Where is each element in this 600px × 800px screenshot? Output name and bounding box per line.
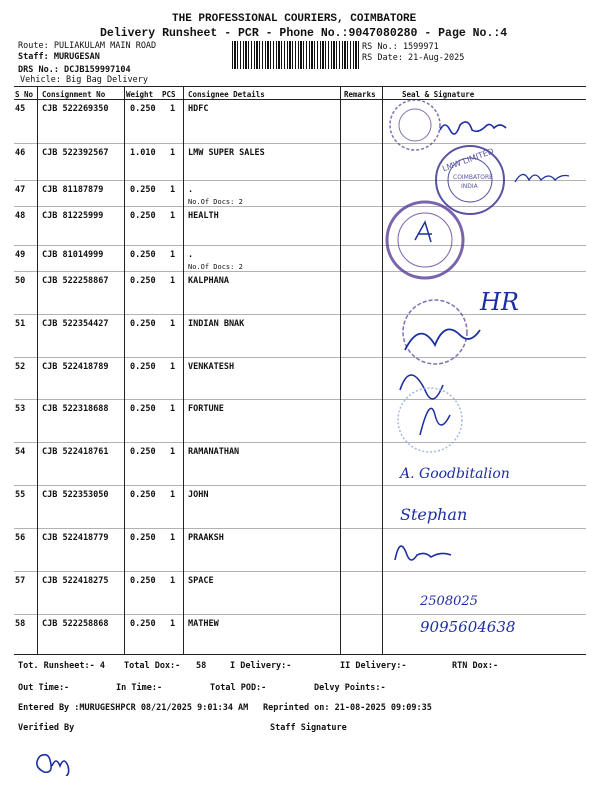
row-sno: 56 — [15, 533, 26, 543]
rs-number: RS No.: 1599971 — [362, 42, 439, 52]
row-weight: 0.250 — [130, 533, 156, 543]
handwritten-space: 2508025 — [420, 594, 478, 609]
row-pcs: 1 — [170, 362, 176, 372]
reprinted-on: Reprinted on: 21-08-2025 09:09:35 — [263, 703, 432, 713]
row-weight: 0.250 — [130, 319, 156, 329]
row-sno: 51 — [15, 319, 26, 329]
handwritten-hr: HR — [480, 288, 519, 316]
row-sno: 54 — [15, 447, 26, 457]
row-weight: 0.250 — [130, 447, 156, 457]
row-pcs: 1 — [170, 619, 176, 629]
row-consignment: CJB 522353050 — [42, 490, 109, 500]
total-pod: Total POD:- — [210, 683, 267, 693]
row-sno: 48 — [15, 211, 26, 221]
row-consignee: KALPHANA — [188, 276, 229, 286]
in-time: In Time:- — [116, 683, 163, 693]
row-consignment: CJB 522318688 — [42, 404, 109, 414]
row-consignment: CJB 81225999 — [42, 211, 104, 221]
row-consignment: CJB 522418789 — [42, 362, 109, 372]
health-signature — [415, 222, 432, 242]
row-pcs: 1 — [170, 576, 176, 586]
row-pcs: 1 — [170, 276, 176, 286]
hdfc-stamp — [390, 100, 440, 150]
row-weight: 0.250 — [130, 619, 156, 629]
signatures-area — [380, 100, 590, 640]
row-pcs: 1 — [170, 404, 176, 414]
row-pcs: 1 — [170, 185, 176, 195]
table-vrule — [124, 86, 125, 654]
row-consignment: CJB 522258868 — [42, 619, 109, 629]
praaksh-signature — [395, 546, 451, 560]
total-runsheet: Tot. Runsheet:- 4 — [18, 661, 105, 671]
col-header-consignment: Consignment No — [42, 90, 106, 99]
row-consignee: LMW SUPER SALES — [188, 148, 265, 158]
row-weight: 0.250 — [130, 211, 156, 221]
row-weight: 0.250 — [130, 490, 156, 500]
venkatesh-signature — [400, 375, 443, 399]
row-consignment: CJB 522269350 — [42, 104, 109, 114]
row-consignee: RAMANATHAN — [188, 447, 240, 457]
row-sno: 55 — [15, 490, 26, 500]
row-sno: 52 — [15, 362, 26, 372]
row-consignment: CJB 522418275 — [42, 576, 109, 586]
lmw-stamp-top: LMW LIMITED — [441, 146, 495, 174]
col-header-weight: Weight — [126, 90, 154, 99]
rs-date: RS Date: 21-Aug-2025 — [362, 53, 465, 63]
company-title: THE PROFESSIONAL COURIERS, COIMBATORE — [172, 13, 417, 25]
row-consignment: CJB 81187879 — [42, 185, 104, 195]
health-stamp — [387, 202, 463, 278]
row-weight: 0.250 — [130, 404, 156, 414]
table-vrule — [37, 86, 38, 654]
row-pcs: 1 — [170, 319, 176, 329]
row-consignee: JOHN — [188, 490, 209, 500]
row-weight: 0.250 — [130, 250, 156, 260]
row-sno: 58 — [15, 619, 26, 629]
col-header-pcs: PCS — [162, 90, 176, 99]
handwritten-john: Stephan — [400, 505, 468, 524]
handwritten-ramanathan: A. Goodbitalion — [400, 466, 510, 482]
total-dox-value: 58 — [196, 661, 207, 671]
lmw-signature — [515, 174, 569, 182]
route-text: Route: PULIAKULAM MAIN ROAD — [18, 41, 157, 51]
table-vrule — [340, 86, 341, 654]
table-vrule — [183, 86, 184, 654]
row-consignee: SPACE — [188, 576, 214, 586]
lmw-stamp-bot: INDIA — [461, 183, 478, 190]
lmw-stamp-mid: COIMBATORE — [453, 174, 493, 181]
row-consignment: CJB 522392567 — [42, 148, 109, 158]
delvy-points: Delvy Points:- — [314, 683, 386, 693]
entered-by: Entered By :MURUGESHPCR 08/21/2025 9:01:34 AM — [18, 703, 249, 713]
row-consignment: CJB 81014999 — [42, 250, 104, 260]
col-header-seal: Seal & Signature — [402, 90, 475, 99]
handwritten-mathew: 9095604638 — [420, 618, 516, 636]
rtn-dox: RTN Dox:- — [452, 661, 499, 671]
barcode — [232, 41, 360, 69]
row-weight: 1.010 — [130, 148, 156, 158]
out-time: Out Time:- — [18, 683, 70, 693]
row-weight: 0.250 — [130, 104, 156, 114]
ii-delivery: II Delivery:- — [340, 661, 407, 671]
row-consignee: INDIAN BNAK — [188, 319, 245, 329]
row-consignee: HEALTH — [188, 211, 219, 221]
row-pcs: 1 — [170, 490, 176, 500]
row-pcs: 1 — [170, 447, 176, 457]
drs-number: DRS No.: DCJB159997104 — [18, 65, 131, 75]
row-consignee: VENKATESH — [188, 362, 235, 372]
row-consignee: MATHEW — [188, 619, 219, 629]
row-note: No.Of Docs: 2 — [188, 198, 243, 206]
indian-bank-signature — [405, 329, 480, 350]
row-sno: 57 — [15, 576, 26, 586]
table-top-rule — [14, 86, 586, 87]
row-consignee: . — [188, 250, 194, 260]
row-sno: 45 — [15, 104, 26, 114]
row-sno: 47 — [15, 185, 26, 195]
runsheet-subtitle: Delivery Runsheet - PCR - Phone No.:9047080280 - Page No.:4 — [100, 27, 508, 40]
row-sno: 50 — [15, 276, 26, 286]
staff-text: Staff: MURUGESAN — [18, 52, 100, 62]
row-sno: 53 — [15, 404, 26, 414]
row-pcs: 1 — [170, 211, 176, 221]
col-header-consignee: Consignee Details — [188, 90, 265, 99]
row-sno: 49 — [15, 250, 26, 260]
row-consignee: PRAAKSH — [188, 533, 224, 543]
vehicle-text: Vehicle: Big Bag Delivery — [20, 75, 148, 85]
row-pcs: 1 — [170, 148, 176, 158]
row-weight: 0.250 — [130, 276, 156, 286]
row-note: No.Of Docs: 2 — [188, 263, 243, 271]
i-delivery: I Delivery:- — [230, 661, 292, 671]
row-consignee: HDFC — [188, 104, 209, 114]
row-pcs: 1 — [170, 533, 176, 543]
table-bottom-rule — [14, 654, 586, 655]
verified-signature — [30, 736, 90, 776]
row-consignment: CJB 522418779 — [42, 533, 109, 543]
fortune-signature — [420, 408, 450, 435]
row-consignment: CJB 522258867 — [42, 276, 109, 286]
row-weight: 0.250 — [130, 185, 156, 195]
row-consignment: CJB 522418761 — [42, 447, 109, 457]
total-dox-label: Total Dox:- — [124, 661, 181, 671]
hdfc-signature — [440, 122, 506, 134]
row-weight: 0.250 — [130, 362, 156, 372]
row-weight: 0.250 — [130, 576, 156, 586]
col-header-remarks: Remarks — [344, 90, 376, 99]
staff-signature-label: Staff Signature — [270, 723, 347, 733]
row-pcs: 1 — [170, 250, 176, 260]
row-consignee: . — [188, 185, 194, 195]
col-header-sno: S No — [15, 90, 34, 99]
row-pcs: 1 — [170, 104, 176, 114]
row-consignment: CJB 522354427 — [42, 319, 109, 329]
lmw-stamp — [436, 146, 504, 214]
verified-by: Verified By — [18, 723, 75, 733]
row-consignee: FORTUNE — [188, 404, 224, 414]
row-sno: 46 — [15, 148, 26, 158]
